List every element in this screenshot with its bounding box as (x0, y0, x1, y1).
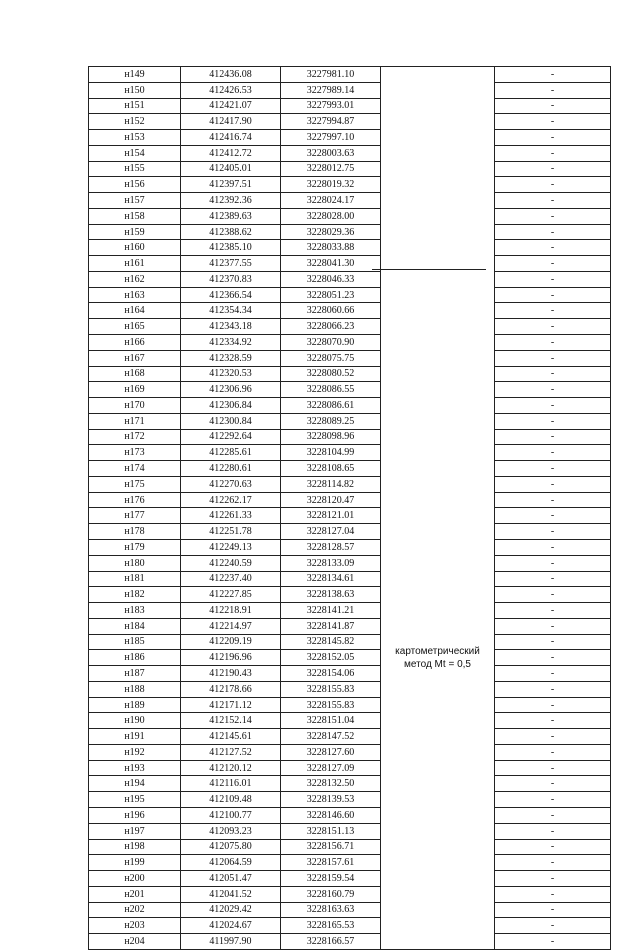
point-id-cell: н178 (89, 524, 181, 540)
table-row (89, 855, 611, 871)
y-coordinate-cell: 3227997.10 (281, 130, 381, 146)
y-coordinate-cell: 3228141.21 (281, 603, 381, 619)
table-row (89, 98, 611, 114)
accuracy-cell: - (495, 335, 611, 351)
table-row (89, 271, 611, 287)
point-id-cell: н194 (89, 776, 181, 792)
x-coordinate-cell: 412029.42 (181, 902, 281, 918)
method-label-line2: метод Mt = 0,5 (404, 658, 471, 670)
table-row (89, 823, 611, 839)
y-coordinate-cell: 3228145.82 (281, 634, 381, 650)
y-coordinate-cell: 3228166.57 (281, 934, 381, 950)
x-coordinate-cell: 412343.18 (181, 319, 281, 335)
table-row (89, 760, 611, 776)
accuracy-cell: - (495, 224, 611, 240)
x-coordinate-cell: 412366.54 (181, 287, 281, 303)
point-id-cell: н162 (89, 271, 181, 287)
x-coordinate-cell: 412436.08 (181, 67, 281, 83)
table-row (89, 508, 611, 524)
accuracy-cell: - (495, 555, 611, 571)
y-coordinate-cell: 3227994.87 (281, 114, 381, 130)
accuracy-cell: - (495, 193, 611, 209)
point-id-cell: н202 (89, 902, 181, 918)
table-row (89, 776, 611, 792)
accuracy-cell: - (495, 429, 611, 445)
table-row (89, 256, 611, 272)
point-id-cell: н169 (89, 382, 181, 398)
table-row (89, 114, 611, 130)
table-row (89, 918, 611, 934)
table-row (89, 193, 611, 209)
x-coordinate-cell: 412251.78 (181, 524, 281, 540)
y-coordinate-cell: 3228128.57 (281, 539, 381, 555)
y-coordinate-cell: 3228152.05 (281, 650, 381, 666)
accuracy-cell: - (495, 760, 611, 776)
accuracy-cell: - (495, 918, 611, 934)
table-row (89, 603, 611, 619)
y-coordinate-cell: 3228155.83 (281, 681, 381, 697)
accuracy-cell: - (495, 603, 611, 619)
y-coordinate-cell: 3228019.32 (281, 177, 381, 193)
y-coordinate-cell: 3228070.90 (281, 335, 381, 351)
accuracy-cell: - (495, 476, 611, 492)
y-coordinate-cell: 3228133.09 (281, 555, 381, 571)
point-id-cell: н197 (89, 823, 181, 839)
accuracy-cell: - (495, 271, 611, 287)
table-row (89, 335, 611, 351)
table-row (89, 445, 611, 461)
y-coordinate-cell: 3228151.13 (281, 823, 381, 839)
y-coordinate-cell: 3228134.61 (281, 571, 381, 587)
accuracy-cell: - (495, 114, 611, 130)
point-id-cell: н182 (89, 587, 181, 603)
x-coordinate-cell: 412249.13 (181, 539, 281, 555)
table-row (89, 240, 611, 256)
point-id-cell: н170 (89, 398, 181, 414)
accuracy-cell: - (495, 350, 611, 366)
y-coordinate-cell: 3228086.61 (281, 398, 381, 414)
accuracy-cell: - (495, 839, 611, 855)
table-row (89, 429, 611, 445)
table-row (89, 476, 611, 492)
accuracy-cell: - (495, 366, 611, 382)
table-row (89, 792, 611, 808)
table-row (89, 666, 611, 682)
point-id-cell: н172 (89, 429, 181, 445)
table-row (89, 713, 611, 729)
y-coordinate-cell: 3228154.06 (281, 666, 381, 682)
y-coordinate-cell: 3228041.30 (281, 256, 381, 272)
y-coordinate-cell: 3228121.01 (281, 508, 381, 524)
table-row (89, 934, 611, 950)
table-row (89, 145, 611, 161)
point-id-cell: н175 (89, 476, 181, 492)
accuracy-cell: - (495, 539, 611, 555)
x-coordinate-cell: 412240.59 (181, 555, 281, 571)
point-id-cell: н149 (89, 67, 181, 83)
point-id-cell: н192 (89, 744, 181, 760)
table-row (89, 130, 611, 146)
table-row (89, 571, 611, 587)
y-coordinate-cell: 3227993.01 (281, 98, 381, 114)
method-label (381, 345, 494, 671)
y-coordinate-cell: 3228157.61 (281, 855, 381, 871)
y-coordinate-cell: 3228138.63 (281, 587, 381, 603)
accuracy-cell: - (495, 697, 611, 713)
point-id-cell: н164 (89, 303, 181, 319)
table-row (89, 618, 611, 634)
x-coordinate-cell: 412412.72 (181, 145, 281, 161)
table-row (89, 177, 611, 193)
coordinates-table-body (89, 67, 611, 950)
x-coordinate-cell: 412171.12 (181, 697, 281, 713)
point-id-cell: н200 (89, 871, 181, 887)
point-id-cell: н190 (89, 713, 181, 729)
y-coordinate-cell: 3228075.75 (281, 350, 381, 366)
y-coordinate-cell: 3228098.96 (281, 429, 381, 445)
accuracy-cell: - (495, 303, 611, 319)
x-coordinate-cell: 412405.01 (181, 161, 281, 177)
x-coordinate-cell: 412417.90 (181, 114, 281, 130)
method-divider-line (372, 269, 486, 270)
accuracy-cell: - (495, 67, 611, 83)
accuracy-cell: - (495, 445, 611, 461)
point-id-cell: н180 (89, 555, 181, 571)
accuracy-cell: - (495, 319, 611, 335)
x-coordinate-cell: 412196.96 (181, 650, 281, 666)
x-coordinate-cell: 412262.17 (181, 492, 281, 508)
y-coordinate-cell: 3228127.04 (281, 524, 381, 540)
x-coordinate-cell: 412227.85 (181, 587, 281, 603)
x-coordinate-cell: 412392.36 (181, 193, 281, 209)
x-coordinate-cell: 412306.96 (181, 382, 281, 398)
point-id-cell: н158 (89, 208, 181, 224)
accuracy-cell: - (495, 161, 611, 177)
point-id-cell: н161 (89, 256, 181, 272)
x-coordinate-cell: 412377.55 (181, 256, 281, 272)
table-row (89, 461, 611, 477)
point-id-cell: н186 (89, 650, 181, 666)
accuracy-cell: - (495, 461, 611, 477)
y-coordinate-cell: 3228156.71 (281, 839, 381, 855)
x-coordinate-cell: 412041.52 (181, 886, 281, 902)
x-coordinate-cell: 412152.14 (181, 713, 281, 729)
point-id-cell: н189 (89, 697, 181, 713)
accuracy-cell: - (495, 902, 611, 918)
y-coordinate-cell: 3228066.23 (281, 319, 381, 335)
point-id-cell: н168 (89, 366, 181, 382)
y-coordinate-cell: 3228120.47 (281, 492, 381, 508)
y-coordinate-cell: 3228141.87 (281, 618, 381, 634)
accuracy-cell: - (495, 145, 611, 161)
table-row (89, 539, 611, 555)
accuracy-cell: - (495, 934, 611, 950)
x-coordinate-cell: 412306.84 (181, 398, 281, 414)
point-id-cell: н176 (89, 492, 181, 508)
point-id-cell: н152 (89, 114, 181, 130)
x-coordinate-cell: 412093.23 (181, 823, 281, 839)
table-row (89, 681, 611, 697)
x-coordinate-cell: 412426.53 (181, 82, 281, 98)
point-id-cell: н167 (89, 350, 181, 366)
accuracy-cell: - (495, 287, 611, 303)
point-id-cell: н155 (89, 161, 181, 177)
point-id-cell: н187 (89, 666, 181, 682)
accuracy-cell: - (495, 855, 611, 871)
point-id-cell: н163 (89, 287, 181, 303)
x-coordinate-cell: 412064.59 (181, 855, 281, 871)
table-row (89, 67, 611, 83)
point-id-cell: н204 (89, 934, 181, 950)
table-row (89, 208, 611, 224)
table-row (89, 871, 611, 887)
table-row (89, 82, 611, 98)
table-row (89, 161, 611, 177)
x-coordinate-cell: 412127.52 (181, 744, 281, 760)
y-coordinate-cell: 3228033.88 (281, 240, 381, 256)
accuracy-cell: - (495, 130, 611, 146)
y-coordinate-cell: 3228104.99 (281, 445, 381, 461)
point-id-cell: н195 (89, 792, 181, 808)
accuracy-cell: - (495, 508, 611, 524)
table-row (89, 303, 611, 319)
table-row (89, 319, 611, 335)
x-coordinate-cell: 412075.80 (181, 839, 281, 855)
accuracy-cell: - (495, 82, 611, 98)
y-coordinate-cell: 3228060.66 (281, 303, 381, 319)
x-coordinate-cell: 412354.34 (181, 303, 281, 319)
y-coordinate-cell: 3228029.36 (281, 224, 381, 240)
x-coordinate-cell: 412385.10 (181, 240, 281, 256)
y-coordinate-cell: 3228046.33 (281, 271, 381, 287)
accuracy-cell: - (495, 776, 611, 792)
y-coordinate-cell: 3228114.82 (281, 476, 381, 492)
x-coordinate-cell: 412397.51 (181, 177, 281, 193)
accuracy-cell: - (495, 681, 611, 697)
table-row (89, 366, 611, 382)
x-coordinate-cell: 412292.64 (181, 429, 281, 445)
accuracy-cell: - (495, 98, 611, 114)
y-coordinate-cell: 3227989.14 (281, 82, 381, 98)
x-coordinate-cell: 412389.63 (181, 208, 281, 224)
x-coordinate-cell: 412145.61 (181, 729, 281, 745)
point-id-cell: н188 (89, 681, 181, 697)
y-coordinate-cell: 3228160.79 (281, 886, 381, 902)
point-id-cell: н156 (89, 177, 181, 193)
y-coordinate-cell: 3228028.00 (281, 208, 381, 224)
x-coordinate-cell: 412120.12 (181, 760, 281, 776)
point-id-cell: н174 (89, 461, 181, 477)
table-row (89, 839, 611, 855)
accuracy-cell: - (495, 208, 611, 224)
accuracy-cell: - (495, 382, 611, 398)
table-row (89, 886, 611, 902)
y-coordinate-cell: 3228003.63 (281, 145, 381, 161)
x-coordinate-cell: 412416.74 (181, 130, 281, 146)
accuracy-cell: - (495, 240, 611, 256)
point-id-cell: н166 (89, 335, 181, 351)
point-id-cell: н183 (89, 603, 181, 619)
x-coordinate-cell: 412214.97 (181, 618, 281, 634)
point-id-cell: н201 (89, 886, 181, 902)
x-coordinate-cell: 412300.84 (181, 413, 281, 429)
point-id-cell: н185 (89, 634, 181, 650)
y-coordinate-cell: 3228151.04 (281, 713, 381, 729)
point-id-cell: н199 (89, 855, 181, 871)
x-coordinate-cell: 412109.48 (181, 792, 281, 808)
accuracy-cell: - (495, 256, 611, 272)
table-row (89, 524, 611, 540)
point-id-cell: н179 (89, 539, 181, 555)
x-coordinate-cell: 412178.66 (181, 681, 281, 697)
point-id-cell: н181 (89, 571, 181, 587)
table-row (89, 697, 611, 713)
table-row (89, 287, 611, 303)
method-label-line1: картометрический (395, 645, 480, 657)
point-id-cell: н154 (89, 145, 181, 161)
point-id-cell: н203 (89, 918, 181, 934)
accuracy-cell: - (495, 571, 611, 587)
accuracy-cell: - (495, 524, 611, 540)
x-coordinate-cell: 412209.19 (181, 634, 281, 650)
accuracy-cell: - (495, 886, 611, 902)
table-row (89, 807, 611, 823)
y-coordinate-cell: 3228147.52 (281, 729, 381, 745)
point-id-cell: н150 (89, 82, 181, 98)
y-coordinate-cell: 3228080.52 (281, 366, 381, 382)
x-coordinate-cell: 412328.59 (181, 350, 281, 366)
y-coordinate-cell: 3228086.55 (281, 382, 381, 398)
y-coordinate-cell: 3228127.09 (281, 760, 381, 776)
y-coordinate-cell: 3228139.53 (281, 792, 381, 808)
x-coordinate-cell: 412116.01 (181, 776, 281, 792)
table-row (89, 744, 611, 760)
point-id-cell: н196 (89, 807, 181, 823)
point-id-cell: н191 (89, 729, 181, 745)
point-id-cell: н159 (89, 224, 181, 240)
accuracy-cell: - (495, 587, 611, 603)
y-coordinate-cell: 3228012.75 (281, 161, 381, 177)
accuracy-cell: - (495, 666, 611, 682)
y-coordinate-cell: 3228146.60 (281, 807, 381, 823)
y-coordinate-cell: 3228159.54 (281, 871, 381, 887)
accuracy-cell: - (495, 792, 611, 808)
x-coordinate-cell: 412261.33 (181, 508, 281, 524)
x-coordinate-cell: 412280.61 (181, 461, 281, 477)
method-cell (381, 67, 495, 950)
accuracy-cell: - (495, 713, 611, 729)
accuracy-cell: - (495, 177, 611, 193)
table-row (89, 729, 611, 745)
point-id-cell: н173 (89, 445, 181, 461)
table-row (89, 902, 611, 918)
x-coordinate-cell: 412320.53 (181, 366, 281, 382)
accuracy-cell: - (495, 807, 611, 823)
x-coordinate-cell: 412334.92 (181, 335, 281, 351)
x-coordinate-cell: 412190.43 (181, 666, 281, 682)
accuracy-cell: - (495, 744, 611, 760)
table-row (89, 224, 611, 240)
table-row (89, 650, 611, 666)
table-row (89, 492, 611, 508)
x-coordinate-cell: 412370.83 (181, 271, 281, 287)
y-coordinate-cell: 3228155.83 (281, 697, 381, 713)
point-id-cell: н193 (89, 760, 181, 776)
x-coordinate-cell: 412388.62 (181, 224, 281, 240)
table-row (89, 587, 611, 603)
y-coordinate-cell: 3228051.23 (281, 287, 381, 303)
accuracy-cell: - (495, 729, 611, 745)
y-coordinate-cell: 3228024.17 (281, 193, 381, 209)
y-coordinate-cell: 3228108.65 (281, 461, 381, 477)
x-coordinate-cell: 412218.91 (181, 603, 281, 619)
table-row (89, 413, 611, 429)
accuracy-cell: - (495, 398, 611, 414)
accuracy-cell: - (495, 618, 611, 634)
point-id-cell: н153 (89, 130, 181, 146)
accuracy-cell: - (495, 492, 611, 508)
point-id-cell: н157 (89, 193, 181, 209)
x-coordinate-cell: 412100.77 (181, 807, 281, 823)
accuracy-cell: - (495, 650, 611, 666)
point-id-cell: н160 (89, 240, 181, 256)
point-id-cell: н184 (89, 618, 181, 634)
accuracy-cell: - (495, 413, 611, 429)
table-row (89, 398, 611, 414)
table-row (89, 382, 611, 398)
point-id-cell: н198 (89, 839, 181, 855)
y-coordinate-cell: 3228165.53 (281, 918, 381, 934)
accuracy-cell: - (495, 871, 611, 887)
table-row (89, 350, 611, 366)
x-coordinate-cell: 412285.61 (181, 445, 281, 461)
accuracy-cell: - (495, 634, 611, 650)
x-coordinate-cell: 412421.07 (181, 98, 281, 114)
y-coordinate-cell: 3228163.63 (281, 902, 381, 918)
coordinates-table (88, 66, 611, 950)
y-coordinate-cell: 3227981.10 (281, 67, 381, 83)
table-row (89, 555, 611, 571)
point-id-cell: н171 (89, 413, 181, 429)
x-coordinate-cell: 412051.47 (181, 871, 281, 887)
point-id-cell: н177 (89, 508, 181, 524)
x-coordinate-cell: 411997.90 (181, 934, 281, 950)
table-row (89, 634, 611, 650)
x-coordinate-cell: 412270.63 (181, 476, 281, 492)
x-coordinate-cell: 412024.67 (181, 918, 281, 934)
point-id-cell: н165 (89, 319, 181, 335)
y-coordinate-cell: 3228132.50 (281, 776, 381, 792)
accuracy-cell: - (495, 823, 611, 839)
y-coordinate-cell: 3228089.25 (281, 413, 381, 429)
point-id-cell: н151 (89, 98, 181, 114)
y-coordinate-cell: 3228127.60 (281, 744, 381, 760)
x-coordinate-cell: 412237.40 (181, 571, 281, 587)
